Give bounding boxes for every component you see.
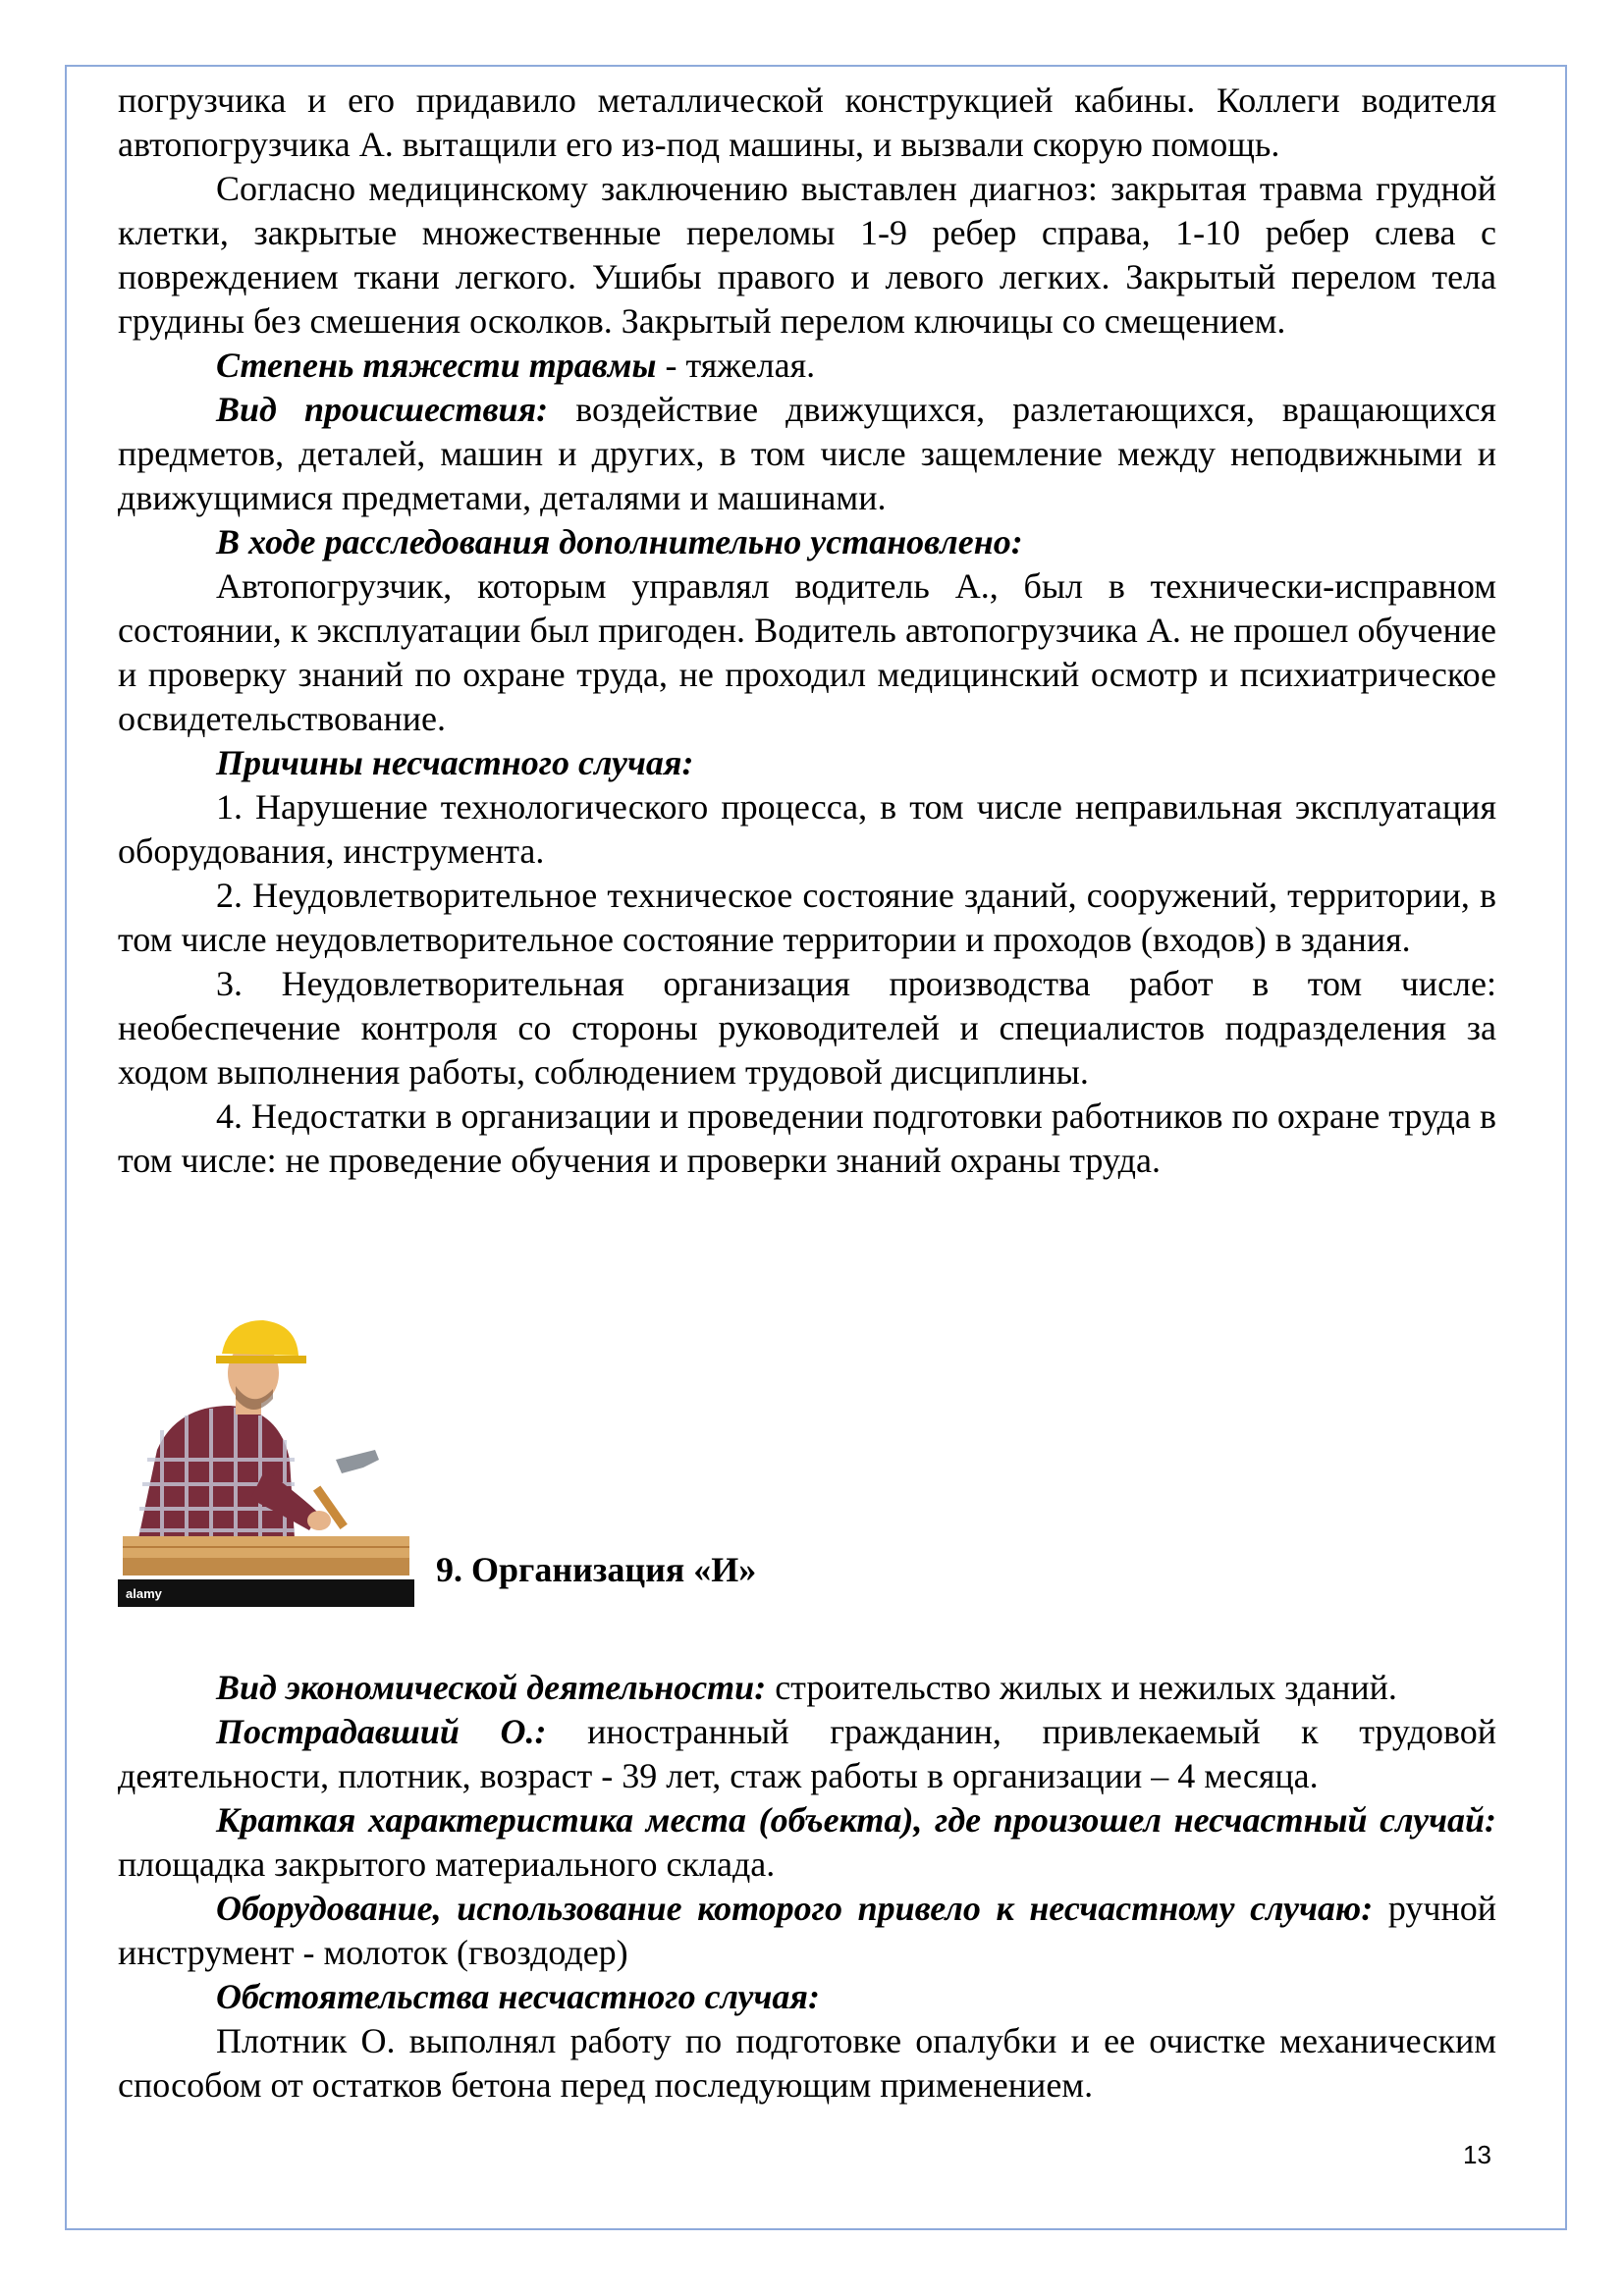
paragraph-incident-type (118, 388, 1496, 520)
carpenter-illustration (118, 1312, 414, 1607)
paragraph-place (118, 1798, 1496, 1887)
equipment-value: ручной инструмент - молоток (гвоздодер) (118, 1889, 1496, 1972)
place-label: Краткая характеристика места (объекта), где произошел несчастный случай: (216, 1800, 1496, 1840)
severity-label: Степень тяжести травмы (216, 346, 657, 385)
circumstances-heading: Обстоятельства несчастного случая: (216, 1977, 820, 2016)
paragraph-diagnosis: Согласно медицинскому заключению выставлен диагноз: закрытая травма грудной клетки, закрытые множественные переломы 1-9 ребер справа, 1-10 ребер слева с повреждением ткани легкого. Ушибы правого и левого легких. Закрытый перелом тела грудины без смешения осколков. Закрытый перелом ключицы со смещением. (118, 169, 1496, 341)
equipment-label: Оборудование, использование которого привело к несчастному случаю: (216, 1889, 1374, 1928)
investigation-heading: В ходе расследования дополнительно установлено: (216, 522, 1023, 561)
paragraph-circumstances: Плотник О. выполнял работу по подготовке опалубки и ее очистке механическим способом от остатков бетона перед последующим применением. (118, 2021, 1496, 2105)
activity-value: строительство жилых и нежилых зданий. (766, 1668, 1397, 1707)
paragraph-activity (118, 1666, 1496, 1710)
cause-item: 1. Нарушение технологического процесса, в том числе неправильная эксплуатация оборудования, инструмента. (118, 787, 1496, 871)
victim-value: иностранный гражданин, привлекаемый к трудовой деятельности, плотник, возраст - 39 лет, стаж работы в организации – 4 месяца. (118, 1712, 1496, 1795)
paragraph-severity (118, 344, 1496, 388)
section-header (118, 1312, 1496, 1607)
activity-label: Вид экономической деятельности: (216, 1668, 767, 1707)
cause-item: 2. Неудовлетворительное техническое состояние зданий, сооружений, территории, в том числе неудовлетворительное состояние территории и проходов (входов) в здания. (118, 876, 1496, 959)
place-value: площадка закрытого материального склада. (118, 1844, 776, 1884)
cause-item: 4. Недостатки в организации и проведении подготовки работников по охране труда в том числе: не проведение обучения и проверки знаний охраны труда. (118, 1096, 1496, 1180)
cause-item: 3. Неудовлетворительная организация производства работ в том числе: необеспечение контроля со стороны руководителей и специалистов подразделения за ходом выполнения работы, соблюдением трудовой дисциплины. (118, 964, 1496, 1092)
document-body (118, 79, 1496, 2108)
section-title: 9. Организация «И» (436, 1550, 757, 1589)
paragraph-equipment (118, 1887, 1496, 1975)
paragraph-accident-end: погрузчика и его придавило металлической конструкцией кабины. Коллеги водителя автопогрузчика А. вытащили его из-под машины, и вызвали скорую помощь. (118, 80, 1496, 164)
paragraph-investigation: Автопогрузчик, которым управлял водитель А., был в технически-исправном состоянии, к эксплуатации был пригоден. Водитель автопогрузчика А. не прошел обучение и проверку знаний по охране труда, не проходил медицинский осмотр и психиатрическое освидетельствование. (118, 566, 1496, 738)
incident-label: Вид происшествия: (216, 390, 549, 429)
page-number: 13 (1463, 2140, 1491, 2169)
victim-label: Пострадавший О.: (216, 1712, 547, 1751)
incident-value: воздействие движущихся, разлетающихся, вращающихся предметов, деталей, машин и других, в том числе защемление между неподвижными и движущимися предметами, деталями и машинами. (118, 390, 1496, 517)
severity-value: - тяжелая. (656, 346, 816, 385)
paragraph-victim (118, 1710, 1496, 1798)
causes-heading: Причины несчастного случая: (216, 743, 694, 782)
svg-text:alamy: alamy (126, 1586, 162, 1601)
